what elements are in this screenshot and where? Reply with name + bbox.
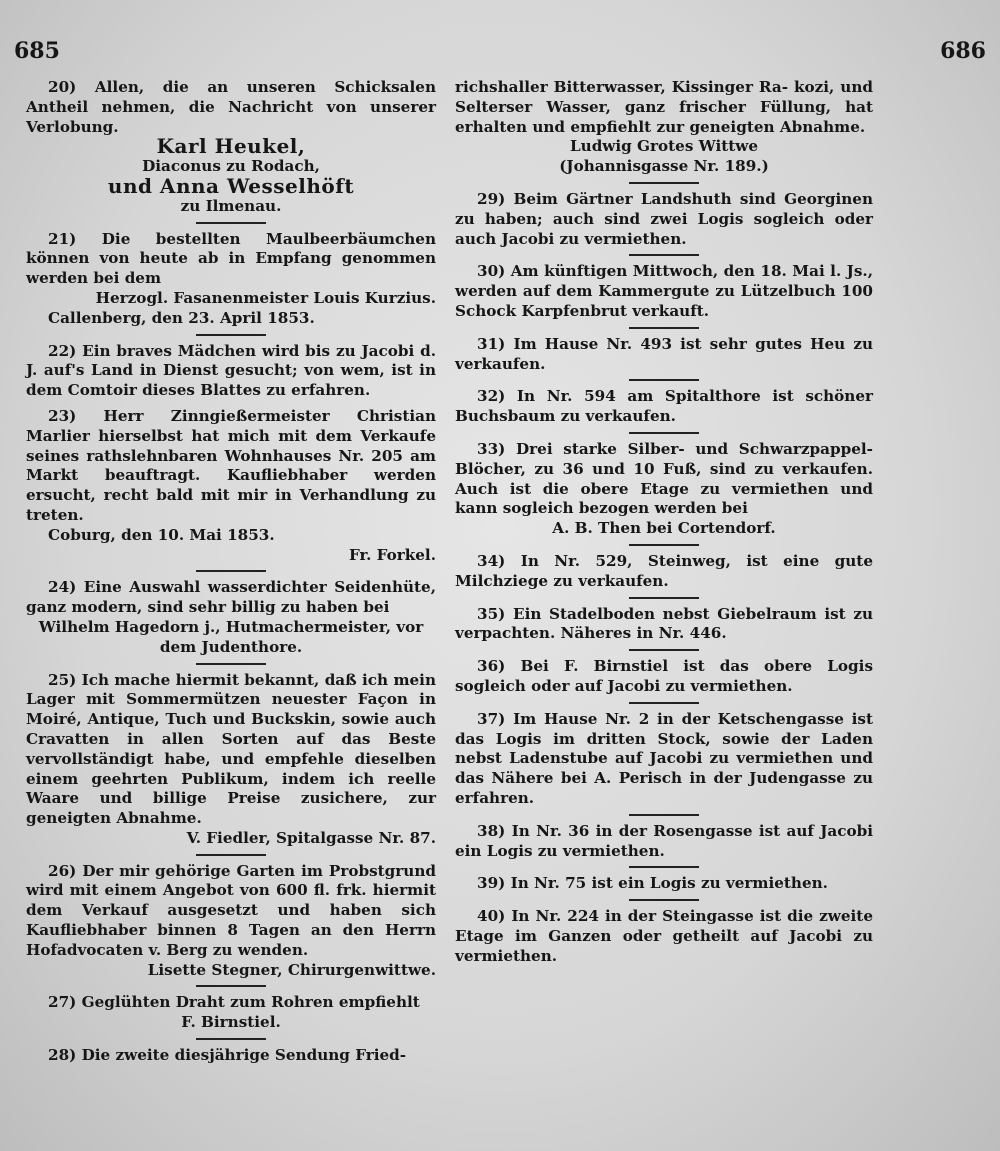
notice-39-text: 39) In Nr. 75 ist ein Logis zu vermiethen. [477,874,828,893]
notice-37-text: 37) Im Hause Nr. 2 in der Ketschengasse ist das Logis im dritten Stock, sowie der Laden nebst Ladenstube auf Jacobi zu vermiethen und das Nähere bei A. Perisch in der Judengasse zu erfahren. [455,709,873,807]
notice-27-text: 27) Geglühten Draht zum Rohren empfiehlt [48,993,420,1012]
separator-rule [629,327,699,329]
separator-rule [629,899,699,901]
separator-rule [629,649,699,651]
page-number-left: 685 [14,38,60,64]
separator-rule [196,663,266,665]
notice-24-text: 24) Eine Auswahl wasserdichter Seidenhüte, ganz modern, sind sehr billig zu haben bei [26,578,436,617]
notice-32-text: 32) In Nr. 594 am Spitalthore ist schöner Buchsbaum zu verkaufen. [455,387,873,426]
separator-rule [196,334,266,336]
notice-28-signer: Ludwig Grotes Wittwe [569,137,759,156]
separator-rule [629,544,699,546]
notice-35-text: 35) Ein Stadelboden nebst Giebelraum ist zu verpachten. Näheres in Nr. 446. [455,604,873,643]
notice-20-name-2: und Anna Wesselhöft [107,173,355,198]
notice-25-signer: V. Fiedler, Spitalgasse Nr. 87. [186,828,436,847]
separator-rule [629,866,699,868]
notice-27-signer: F. Birnstiel. [181,1013,281,1032]
notice-30-text: 30) Am künftigen Mittwoch, den 18. Mai l. Js., werden auf dem Kammergute zu Lützelbuch 100 Schock Karpfenbrut verkauft. [455,262,873,320]
notice-40-text: 40) In Nr. 224 in der Steingasse ist die zweite Etage im Ganzen oder getheilt auf Jacobi zu vermiethen. [455,907,873,965]
separator-rule [629,379,699,381]
separator-rule [629,254,699,256]
notice-38-text: 38) In Nr. 36 in der Rosengasse ist auf Jacobi ein Logis zu vermiethen. [455,821,873,860]
notice-31-text: 31) Im Hause Nr. 493 ist sehr gutes Heu zu verkaufen. [455,334,873,373]
notice-36-text: 36) Bei F. Birnstiel ist das obere Logis sogleich oder auf Jacobi zu vermiethen. [455,657,873,695]
separator-rule [629,702,699,704]
separator-rule [196,985,266,987]
notice-21-text: 21) Die bestellten Maulbeerbäumchen können von heute ab in Empfang genommen werden bei dem [26,229,436,288]
separator-rule [196,570,266,572]
notice-23-signer: Fr. Forkel. [348,545,436,564]
notice-20-title-1: Diaconus zu Rodach, [142,157,320,176]
notice-20-text: 20) Allen, die an unseren Schicksalen Antheil nehmen, die Nachricht von unserer Verlobung. [26,78,436,136]
notice-33-signer: A. B. Then bei Cortendorf. [552,519,776,538]
notice-24-signer: Wilhelm Hagedorn j., Hutmachermeister, vor dem Judenthore. [38,617,424,656]
notice-26-signer: Lisette Stegner, Chirurgenwittwe. [147,960,436,979]
notice-20-place-2: zu Ilmenau. [180,196,282,215]
separator-rule [196,1038,266,1040]
separator-rule [629,432,699,434]
right-column [455,78,873,966]
separator-rule [196,222,266,224]
notice-25-text: 25) Ich mache hiermit bekannt, daß ich mein Lager mit Sommermützen neuester Façon in Moiré, Antique, Tuch und Buckskin, sowie auch Cravatten in allen Sorten auf das Beste vervollständigt habe, und empfehle dieselben einem geehrten Publikum, indem ich reelle Waare und billige Preise zusichere, zur geneigten Abnahme. [26,670,436,828]
notice-21-signer: Herzogl. Fasanenmeister Louis Kurzius. [95,288,436,307]
separator-rule [196,854,266,856]
notice-28-text-cont: richshaller Bitterwasser, Kissinger Ra- kozi, und Selterser Wasser, ganz frischer Füllung, hat erhalten und empfiehlt zur geneigten Abnahme. [455,78,873,136]
notice-21-date: Callenberg, den 23. April 1853. [48,308,315,327]
notice-26-text: 26) Der mir gehörige Garten im Probstgrund wird mit einem Angebot von 600 fl. frk. hiermit dem Verkauf ausgesetzt und haben sich Kaufliebhaber binnen 8 Tagen an den Herrn Hofadvocaten v. Berg zu wenden. [26,861,436,959]
notice-33-text: 33) Drei starke Silber- und Schwarzpappel-Blöcher, zu 36 und 10 Fuß, sind zu verkaufen. Auch ist die obere Etage zu vermiethen und kann sogleich bezogen werden bei [455,439,873,518]
separator-rule [629,182,699,184]
separator-rule [629,597,699,599]
notice-22-text: 22) Ein braves Mädchen wird bis zu Jacobi d. J. auf's Land in Dienst gesucht; von wem, ist in dem Comtoir dieses Blattes zu erfahren. [26,341,436,400]
notice-23-date: Coburg, den 10. Mai 1853. [48,525,275,544]
page-number-right: 686 [940,38,986,64]
left-column [26,78,436,1066]
notice-28-address: (Johannisgasse Nr. 189.) [559,157,769,176]
notice-28-text-start: 28) Die zweite diesjährige Sendung Fried- [48,1046,407,1065]
separator-rule [629,814,699,816]
notice-29-text: 29) Beim Gärtner Landshuth sind Georginen zu haben; auch sind zwei Logis sogleich oder auch Jacobi zu vermiethen. [455,189,873,248]
notice-20-name-1: Karl Heukel, [156,134,306,159]
notice-23-text: 23) Herr Zinngießermeister Christian Marlier hierselbst hat mich mit dem Verkaufe seines rathslehnbaren Wohnhauses Nr. 205 am Markt beauftragt. Kaufliebhaber werden ersucht, recht bald mit mir in Verhandlung zu treten. [26,406,436,524]
notice-34-text: 34) In Nr. 529, Steinweg, ist eine gute Milchziege zu verkaufen. [455,551,873,590]
